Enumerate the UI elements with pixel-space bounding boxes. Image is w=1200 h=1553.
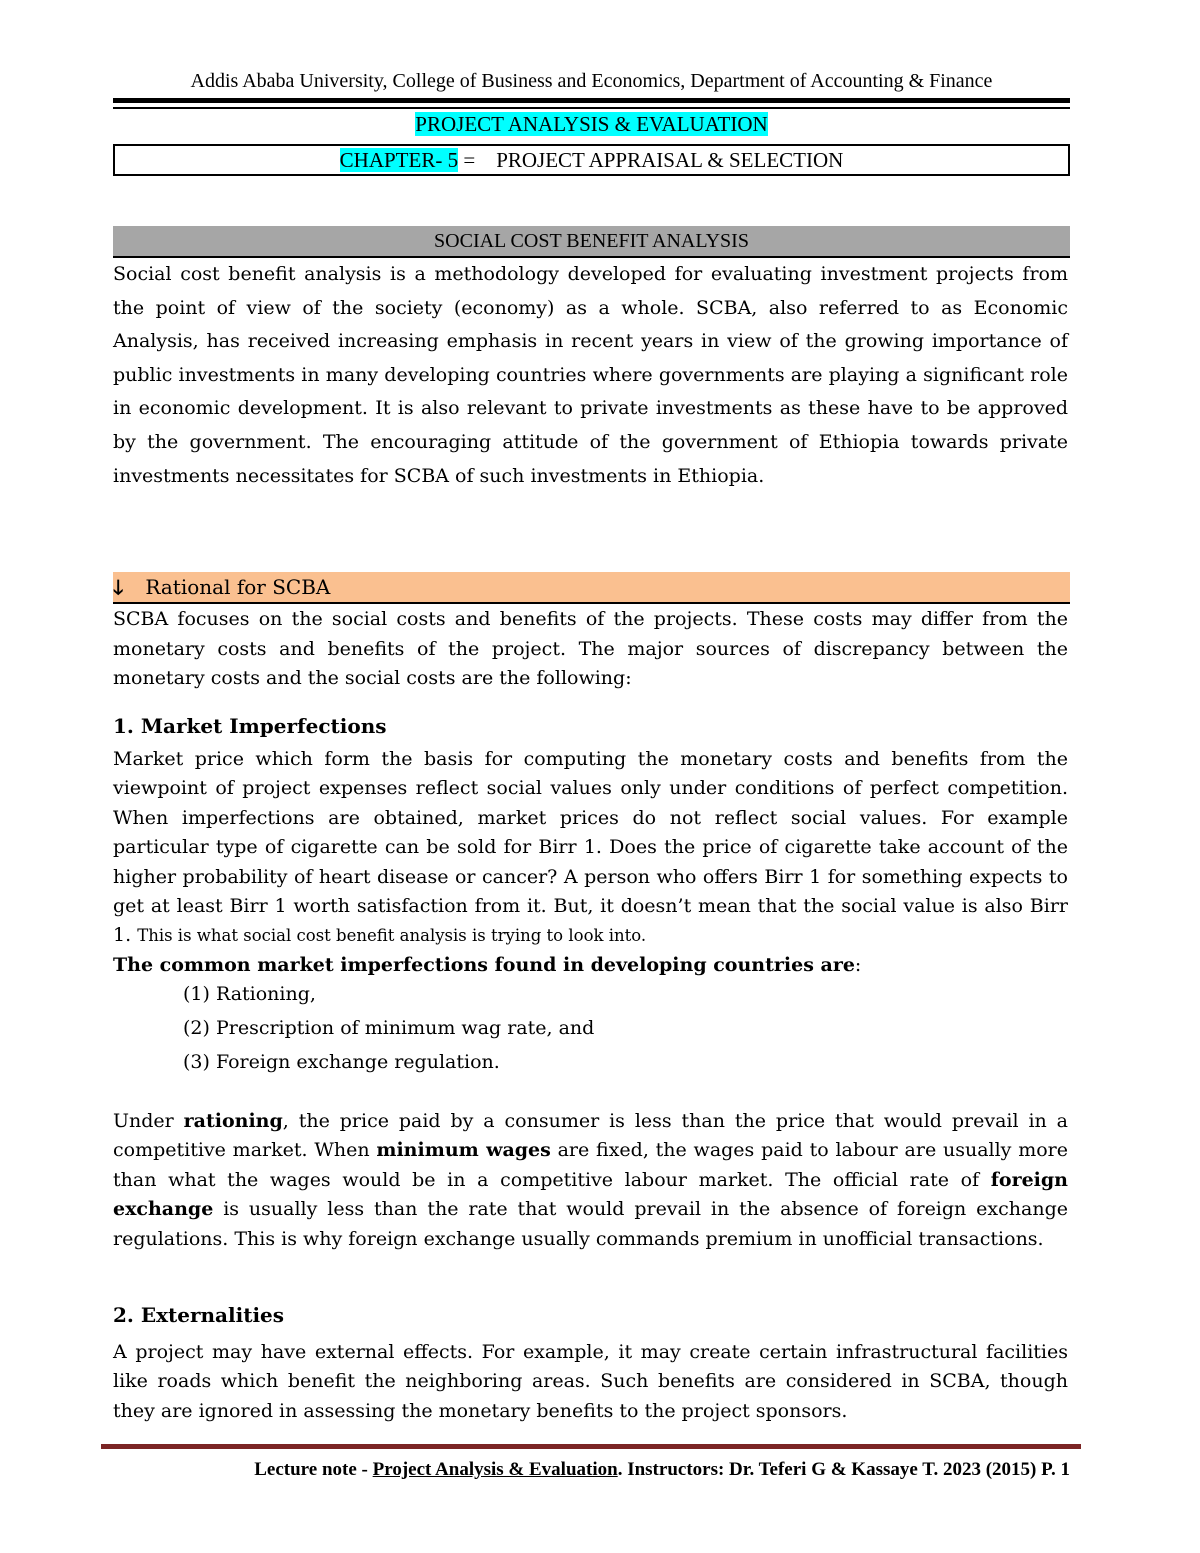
term-minimum-wages: minimum wages <box>376 1139 551 1162</box>
chapter-title: PROJECT APPRAISAL & SELECTION <box>496 148 844 172</box>
scba-intro-paragraph: Social cost benefit analysis is a methodology developed for evaluating investment projects from the point of view of the society (economy) as a whole. SCBA, also referred to as Economic Analysis, has received increasing emphasis in recent years in view of the growing importance of public investments in many developing countries where governments are playing a significant role in economic development. It is also relevant to private investments as these have to be approved by the government. The encouraging attitude of the government of Ethiopia towards private investments necessitates for SCBA of such investments in Ethiopia. <box>113 263 1068 487</box>
common-imperfections-colon: : <box>854 953 862 976</box>
section-heading-scba: SOCIAL COST BENEFIT ANALYSIS <box>113 226 1070 258</box>
course-title-text: PROJECT ANALYSIS & EVALUATION <box>415 112 768 136</box>
chapter-label: CHAPTER- 5 <box>339 148 459 172</box>
externalities-paragraph: A project may have external effects. For example, it may create certain infrastructural facilities like roads which benefit the neighboring areas. Such benefits are considered in SCBA, though they are ignored in assessing the monetary benefits to the project sponsors. <box>113 1341 1068 1422</box>
chapter-separator: = <box>458 148 476 172</box>
externalities-heading: 2. Externalities <box>113 1303 285 1327</box>
market-imperfections-heading: 1. Market Imperfections <box>113 714 387 738</box>
market-body: Market price which form the basis for computing the monetary costs and benefits from the viewpoint of project expenses reflect social values only under conditions of perfect competition. When imperfections are obtained, market prices do not reflect social values. For example particular type of cigarette can be sold for Birr 1. Does the price of cigarette take account of the higher probability of heart disease or cancer? A person who offers Birr 1 for something expects to get at least Birr 1 worth satisfaction from it. But, it doesn’t mean that the social value is also Birr 1. <box>113 748 1068 947</box>
term-foreign-exchange: foreign exchange <box>113 1168 1068 1221</box>
chapter-box <box>113 144 1070 176</box>
market-note: This is what social cost benefit analysis is trying to look into. <box>137 926 647 946</box>
course-title <box>113 112 1070 137</box>
header-rule-thick <box>113 98 1070 103</box>
common-imperfections-heading: The common market imperfections found in developing countries are <box>113 953 855 976</box>
footer-rule <box>101 1444 1081 1449</box>
footer-suffix: . Instructors: Dr. Teferi G & Kassaye T. 2023 (2015) P. 1 <box>617 1459 1070 1480</box>
explanation-text: is usually less than the rate that would prevail in the absence of foreign exchange regulations. This is why foreign exchange usually commands premium in unofficial transactions. <box>113 1198 1068 1250</box>
imperfections-list <box>183 977 594 1079</box>
explanation-text: are fixed, the wages paid to labour are usually more than what the wages would be in a competitive labour market. The official rate of <box>113 1139 1068 1191</box>
footer-prefix: Lecture note - <box>254 1459 373 1480</box>
explanation-text: , the price paid by a consumer is less than the price that would prevail in a competitive market. When <box>113 1110 1068 1162</box>
header-rule-thin <box>113 107 1070 109</box>
term-rationing: rationing <box>183 1110 283 1132</box>
page-header: Addis Ababa University, College of Business and Economics, Department of Accounting & Finance <box>190 70 993 92</box>
list-item: (2) Prescription of minimum wag rate, and <box>183 1017 595 1039</box>
imperfections-explanation-paragraph <box>113 1107 1068 1254</box>
section-heading-rational <box>113 572 1070 604</box>
rational-paragraph: SCBA focuses on the social costs and benefits of the projects. These costs may differ from the monetary costs and benefits of the project. The major sources of discrepancy between the monetary costs and the social costs are the following: <box>113 608 1068 689</box>
list-item: (1) Rationing, <box>183 983 316 1005</box>
list-item: (3) Foreign exchange regulation. <box>183 1051 500 1073</box>
market-imperfections-paragraph <box>113 745 1068 980</box>
page-footer <box>113 1459 1070 1481</box>
arrow-down-icon: 🡓 <box>113 575 124 599</box>
footer-course: Project Analysis & Evaluation <box>372 1459 618 1480</box>
explanation-text: Under <box>113 1110 184 1132</box>
rational-heading-text: Rational for SCBA <box>145 575 331 599</box>
